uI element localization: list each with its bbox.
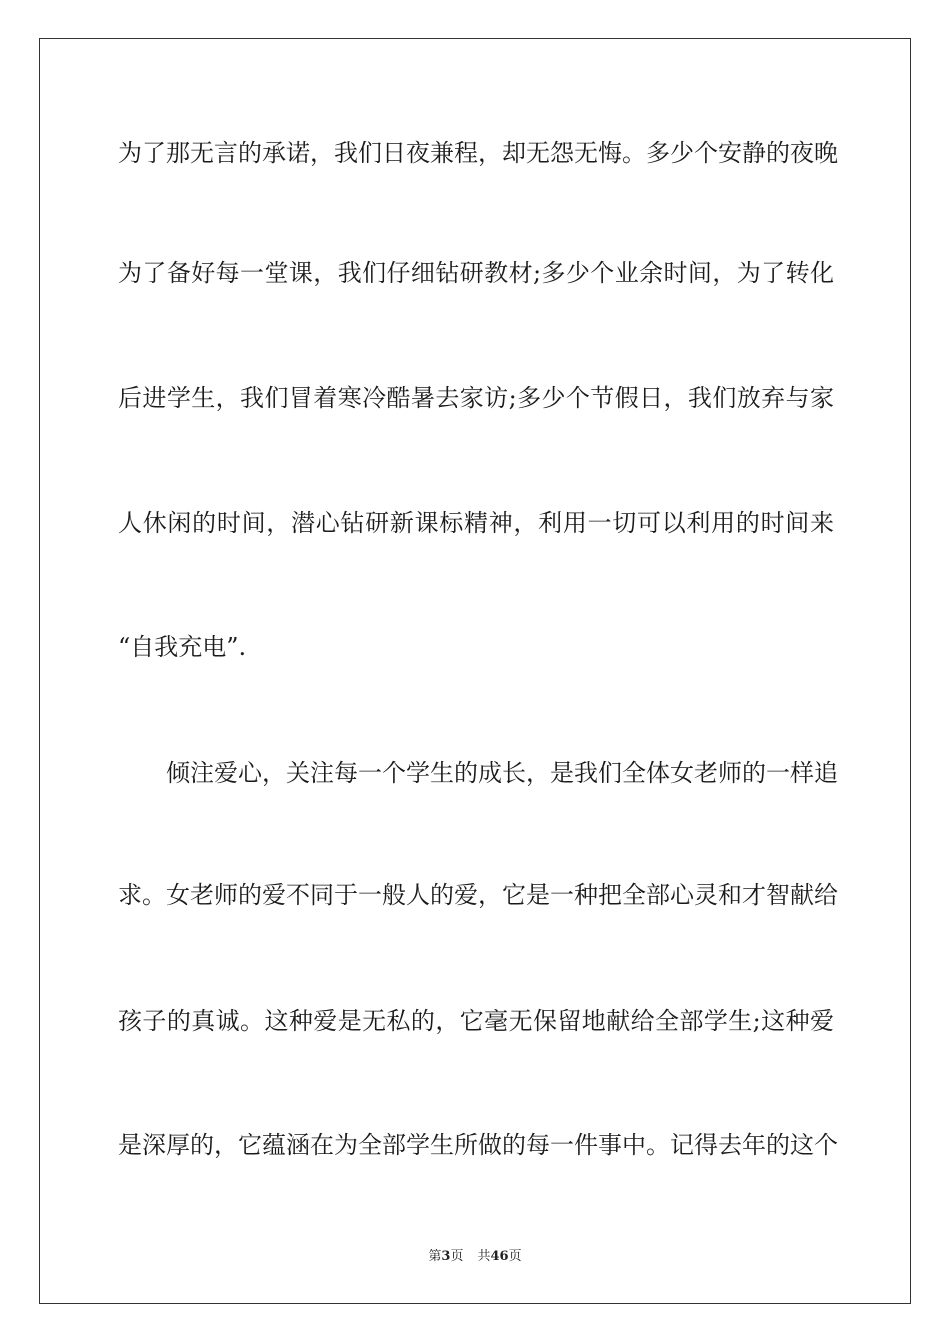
paragraph-line: 是深厚的，它蕴涵在为全部学生所做的每一件事中。记得去年的这个	[118, 1131, 838, 1159]
paragraph-line: 为了那无言的承诺，我们日夜兼程，却无怨无悔。多少个安静的夜晚	[118, 139, 838, 167]
total-pages: 46	[490, 1249, 509, 1264]
page-number: 3	[441, 1249, 451, 1264]
paragraph-line: 人休闲的时间，潜心钻研新课标精神，利用一切可以利用的时间来	[118, 509, 834, 537]
total-label-suffix: 页	[508, 1249, 522, 1264]
page-label-prefix: 第	[428, 1249, 442, 1264]
page-label-suffix: 页	[450, 1249, 464, 1264]
paragraph-line: 求。女老师的爱不同于一般人的爱，它是一种把全部心灵和才智献给	[118, 881, 838, 909]
paragraph-line: “自我充电”.	[118, 633, 247, 661]
paragraph-line: 为了备好每一堂课，我们仔细钻研教材;多少个业余时间，为了转化	[118, 259, 834, 287]
total-label-prefix: 共	[477, 1249, 491, 1264]
page-border	[39, 38, 911, 1304]
page-footer	[0, 1248, 950, 1266]
paragraph-line: 倾注爱心，关注每一个学生的成长，是我们全体女老师的一样追	[166, 759, 838, 787]
paragraph-line: 后进学生，我们冒着寒冷酷暑去家访;多少个节假日，我们放弃与家	[118, 384, 834, 412]
paragraph-line: 孩子的真诚。这种爱是无私的，它毫无保留地献给全部学生;这种爱	[118, 1007, 834, 1035]
